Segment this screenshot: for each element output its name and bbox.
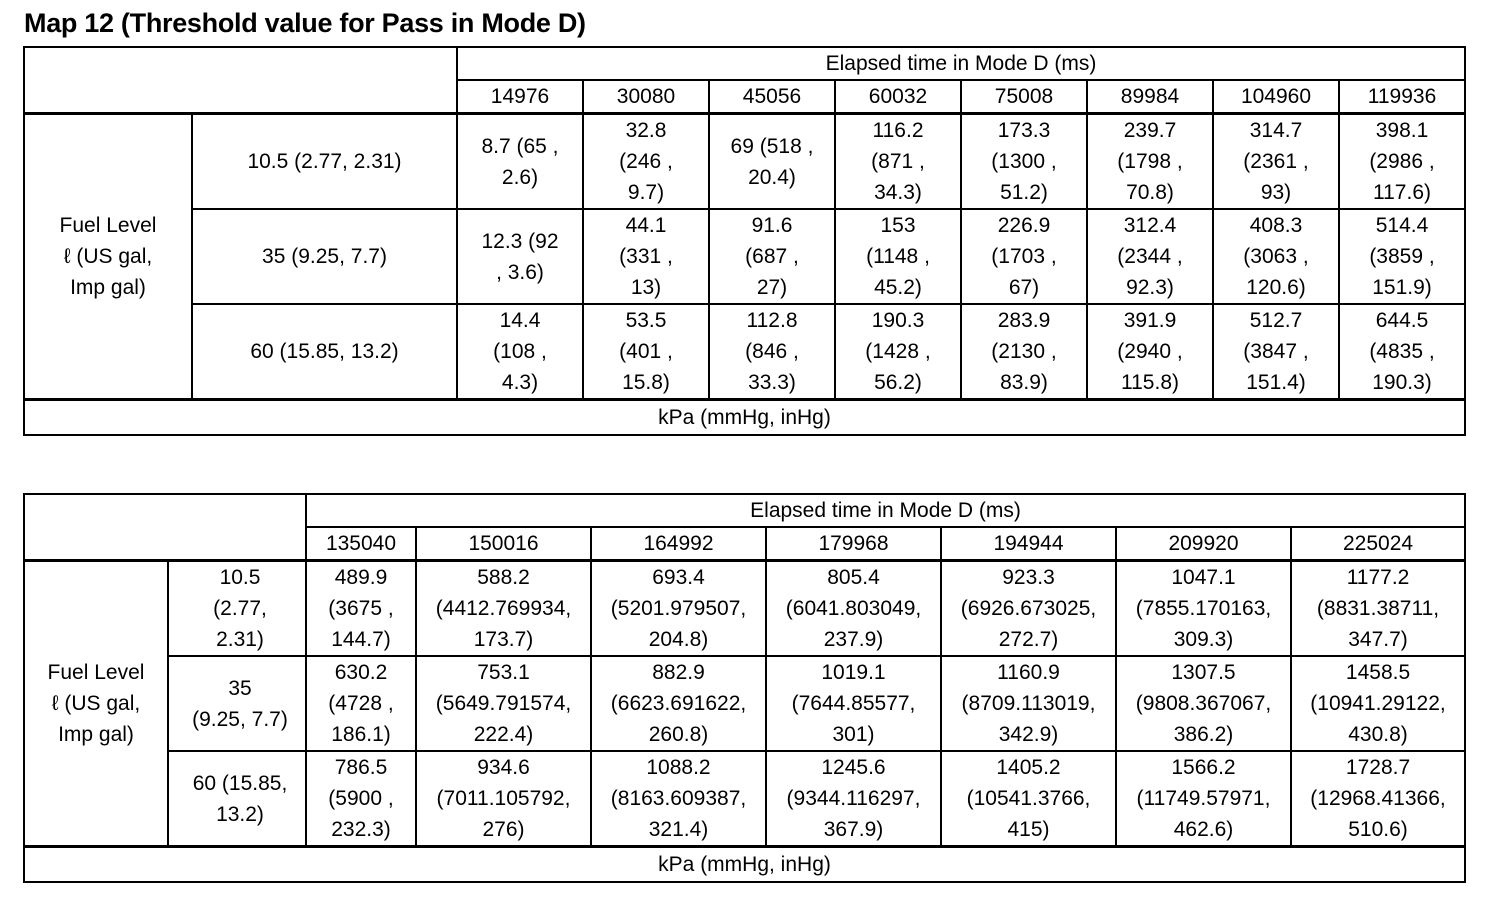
text-line: 2.31) [216,628,264,651]
text-line: 1245.6 [821,756,886,779]
data-cell [1213,209,1339,304]
text-line: 69 (518 , [730,134,814,158]
text-line: (10941.29122, [1310,692,1446,715]
data-cell [416,656,591,751]
data-cell [941,561,1116,657]
text-line: 83.9) [1000,371,1048,394]
text-line: 70.8) [1126,181,1174,204]
text-line: 92.3) [1126,276,1174,299]
text-line: 13.2) [216,802,264,826]
row-label [192,114,457,210]
data-cell [835,114,961,210]
text-line: (11749.57971, [1136,787,1271,810]
text-line: (871 , [871,150,925,173]
text-line: 342.9) [998,723,1059,746]
text-line: 512.7 [1249,309,1303,332]
text-line: 786.5 [334,756,388,779]
text-line: 1728.7 [1345,756,1411,779]
row-label [192,209,457,304]
row-label [168,656,306,751]
text-line: (9.25, 7.7) [192,707,288,731]
text-line: 44.1 [625,214,667,237]
text-line: (9808.367067, [1135,692,1272,715]
text-line: (846 , [745,340,799,363]
text-line: 398.1 [1375,119,1429,142]
text-line: 10.5 (2.77, 2.31) [247,150,402,173]
text-line: 1566.2 [1171,756,1236,779]
text-line: 120.6) [1246,276,1306,299]
text-line: 630.2 [334,661,388,684]
text-line: Imp gal) [58,723,134,746]
text-line: 153 [880,214,916,237]
text-line: 430.8) [1348,723,1408,746]
text-line: 1088.2 [646,756,711,779]
table-row [24,304,1465,400]
text-line: (2130 , [991,340,1057,363]
text-line: 237.9) [823,628,884,651]
header-blank [24,47,457,114]
text-line: 93) [1260,181,1292,204]
column-header: 164992 [591,527,766,561]
column-header: 30080 [583,80,709,114]
column-header: 14976 [457,80,583,114]
text-line: 116.2 [872,119,924,142]
text-line: 2.6) [501,165,539,189]
text-line: Fuel Level [47,661,145,684]
text-line: 1458.5 [1345,661,1411,684]
text-line: (1798 , [1117,150,1183,173]
text-line: (7644.85577, [791,692,916,715]
data-cell [1291,656,1465,751]
text-line: (10541.3766, [966,787,1091,810]
data-cell [766,561,941,657]
text-line: 60 (15.85, [192,771,288,795]
data-cell [416,751,591,847]
text-line: 186.1) [331,723,391,746]
text-line: (687 , [745,245,799,268]
table-row [24,751,1465,847]
data-cell [457,114,583,210]
text-line: 923.3 [1002,566,1055,589]
row-group-label [24,561,168,847]
text-line: 115.8) [1121,371,1179,394]
data-cell [591,656,766,751]
column-header: 209920 [1116,527,1291,561]
text-line: (3847 , [1243,340,1309,363]
threshold-table-1 [23,46,1466,436]
text-line: 173.3 [997,119,1051,142]
text-line: 232.3) [331,818,391,841]
text-line: 53.5 [625,309,667,332]
text-line: 301) [832,723,875,746]
text-line: 51.2) [1000,181,1048,204]
text-line: 462.6) [1173,818,1234,841]
data-cell [766,656,941,751]
column-header: 89984 [1087,80,1213,114]
data-cell [1339,114,1465,210]
text-line: 112.8 [746,309,798,332]
text-line: 239.7 [1123,119,1177,142]
data-cell [709,304,835,400]
data-cell [709,209,835,304]
text-line: Fuel Level [59,214,157,237]
text-line: 805.4 [827,566,880,589]
text-line: 347.7) [1348,628,1408,651]
data-cell [941,656,1116,751]
text-line: 13) [630,276,662,299]
text-line: (1148 , [866,245,930,268]
text-line: 190.3 [871,309,925,332]
data-cell [583,304,709,400]
text-line: 91.6 [751,214,793,237]
text-line: 35 [228,676,252,700]
text-line: 56.2) [874,371,922,394]
header-row [24,494,1465,527]
text-line: 190.3) [1372,371,1432,394]
data-cell [457,304,583,400]
text-line: 260.8) [648,723,709,746]
text-line: (1300 , [991,150,1057,173]
text-line: (6623.691622, [610,692,747,715]
text-line: 367.9) [823,818,884,841]
text-line: 27) [756,276,788,299]
text-line: 1160.9 [997,661,1060,684]
data-cell [306,656,416,751]
text-line: 34.3) [874,181,922,204]
data-cell [1116,751,1291,847]
column-header: 60032 [835,80,961,114]
column-group-header: Elapsed time in Mode D (ms) [306,494,1465,527]
text-line: 226.9 [997,214,1051,237]
text-line: 283.9 [997,309,1051,332]
text-line: 934.6 [477,756,530,779]
data-cell [306,751,416,847]
text-line: 45.2) [874,276,922,299]
column-header: 75008 [961,80,1087,114]
column-header: 119936 [1339,80,1465,114]
text-line: 391.9 [1123,309,1177,332]
text-line: (401 , [619,340,673,363]
text-line: 10.5 [219,566,261,589]
text-line: (246 , [619,150,673,173]
text-line: 309.3) [1173,628,1234,651]
table-row [24,209,1465,304]
text-line: 693.4 [652,566,705,589]
text-line: 15.8) [622,371,670,394]
text-line: 33.3) [748,371,796,394]
column-header: 45056 [709,80,835,114]
text-line: (331 , [619,245,673,268]
column-header: 135040 [306,527,416,561]
data-cell [961,209,1087,304]
text-line: 20.4) [748,165,796,189]
data-cell [457,209,583,304]
text-line: 32.8 [625,119,667,142]
data-cell [583,114,709,210]
text-line: 14.4 [499,309,541,332]
text-line: 753.1 [477,661,530,684]
row-label [168,751,306,847]
data-cell [1087,304,1213,400]
text-line: 408.3 [1249,214,1303,237]
data-cell [941,751,1116,847]
text-line: 588.2 [477,566,530,589]
column-header: 194944 [941,527,1116,561]
data-cell [1213,304,1339,400]
text-line: ℓ (US gal, [63,245,153,268]
text-line: (1703 , [991,245,1057,268]
data-cell [1339,304,1465,400]
text-line: (4412.769934, [435,597,572,620]
text-line: 151.4) [1246,371,1306,394]
text-line: (8709.113019, [961,692,1096,715]
text-line: (1428 , [865,340,931,363]
text-line: (108 , [493,340,547,363]
data-cell [709,114,835,210]
text-line: 4.3) [501,371,539,394]
text-line: 644.5 [1375,309,1429,332]
header-blank [24,494,306,561]
text-line: 415) [1007,818,1050,841]
text-line: 489.9 [334,566,388,589]
text-line: 276) [482,818,525,841]
threshold-table-2 [23,493,1466,883]
text-line: 35 (9.25, 7.7) [262,245,387,268]
text-line: 312.4 [1123,214,1177,237]
text-line: 272.7) [998,628,1059,651]
text-line: 8.7 (65 , [481,134,559,158]
text-line: , 3.6) [496,260,544,284]
text-line: (9344.116297, [786,787,921,810]
text-line: 1307.5 [1171,661,1236,684]
text-line: (3063 , [1243,245,1309,268]
text-line: Imp gal) [70,276,146,299]
unit-row [24,847,1465,883]
text-line: 1405.2 [996,756,1061,779]
text-line: (4728 , [328,692,394,715]
row-label [192,304,457,400]
text-line: 67) [1008,276,1040,299]
text-line: (6041.803049, [785,597,922,620]
text-line: 60 (15.85, 13.2) [250,340,399,363]
data-cell [961,304,1087,400]
data-cell [1213,114,1339,210]
text-line: 314.7 [1249,119,1303,142]
text-line: 117.6) [1373,181,1431,204]
data-cell [416,561,591,657]
text-line: (2344 , [1117,245,1183,268]
text-line: (5900 , [328,787,394,810]
text-line: (5649.791574, [435,692,572,715]
data-cell [583,209,709,304]
data-cell [591,561,766,657]
text-line: 12.3 (92 [481,229,559,253]
text-line: 1019.1 [821,661,886,684]
data-cell [835,304,961,400]
text-line: 151.9) [1372,276,1432,299]
text-line: (2361 , [1243,150,1309,173]
text-line: 386.2) [1173,723,1234,746]
column-header: 104960 [1213,80,1339,114]
data-cell [1116,561,1291,657]
text-line: (5201.979507, [610,597,747,620]
data-cell [306,561,416,657]
text-line: 882.9 [652,661,705,684]
text-line: (4835 , [1369,340,1435,363]
unit-label: kPa (mmHg, inHg) [24,400,1465,436]
text-line: (3859 , [1369,245,1435,268]
text-line: 1177.2 [1346,566,1410,589]
unit-row [24,400,1465,436]
text-line: 144.7) [331,628,391,651]
column-header: 179968 [766,527,941,561]
text-line: 321.4) [648,818,709,841]
text-line: (6926.673025, [960,597,1097,620]
row-group-label [24,114,192,400]
data-cell [1087,209,1213,304]
header-row [24,47,1465,80]
text-line: (8831.38711, [1316,597,1440,620]
text-line: (2.77, [213,597,267,620]
text-line: 173.7) [473,628,534,651]
table-row [24,114,1465,210]
data-cell [1291,751,1465,847]
data-cell [961,114,1087,210]
text-line: (7011.105792, [436,787,571,810]
text-line: (7855.170163, [1135,597,1272,620]
data-cell [1116,656,1291,751]
text-line: (2986 , [1369,150,1435,173]
text-line: 222.4) [473,723,534,746]
text-line: 514.4 [1375,214,1429,237]
text-line: (12968.41366, [1310,787,1446,810]
text-line: ℓ (US gal, [51,692,141,715]
unit-label: kPa (mmHg, inHg) [24,847,1465,883]
page-title: Map 12 (Threshold value for Pass in Mode D) [24,8,586,38]
column-group-header: Elapsed time in Mode D (ms) [457,47,1465,80]
table-row [24,656,1465,751]
text-line: (3675 , [328,597,394,620]
row-label [168,561,306,657]
data-cell [835,209,961,304]
text-line: 204.8) [648,628,709,651]
table-row [24,561,1465,657]
text-line: 9.7) [627,181,665,204]
data-cell [591,751,766,847]
column-header: 150016 [416,527,591,561]
text-line: (2940 , [1117,340,1183,363]
text-line: 1047.1 [1171,566,1236,589]
data-cell [1291,561,1465,657]
text-line: 510.6) [1348,818,1408,841]
text-line: (8163.609387, [610,787,747,810]
data-cell [1087,114,1213,210]
column-header: 225024 [1291,527,1465,561]
data-cell [1339,209,1465,304]
data-cell [766,751,941,847]
